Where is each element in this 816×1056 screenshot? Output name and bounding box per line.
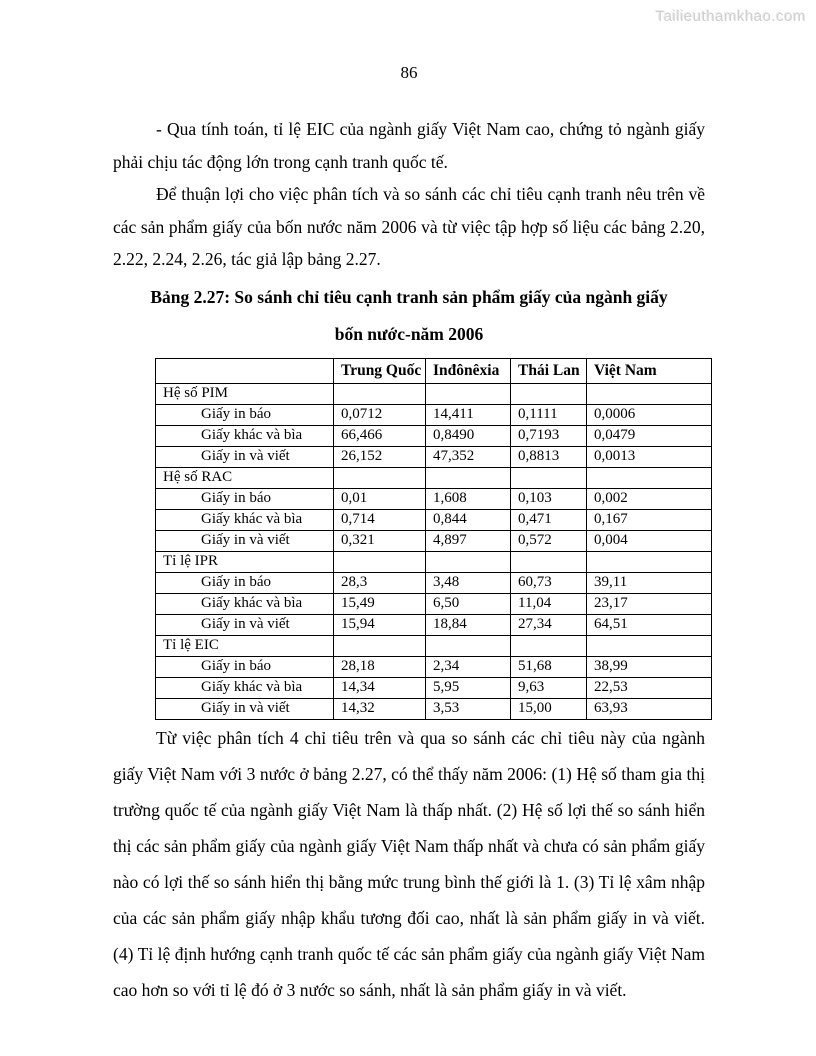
table-row xyxy=(156,383,712,404)
row-label: Giấy in báo xyxy=(156,488,334,509)
row-value: 0,7193 xyxy=(511,425,587,446)
row-value: 1,608 xyxy=(426,488,511,509)
row-value xyxy=(426,635,511,656)
row-label: Giấy khác và bìa xyxy=(156,425,334,446)
table-row xyxy=(156,656,712,677)
page-number: 86 xyxy=(400,63,418,82)
row-value: 3,48 xyxy=(426,572,511,593)
row-value: 0,103 xyxy=(511,488,587,509)
row-label: Giấy khác và bìa xyxy=(156,509,334,530)
row-value: 0,572 xyxy=(511,530,587,551)
row-value: 0,471 xyxy=(511,509,587,530)
row-value: 66,466 xyxy=(334,425,426,446)
table-row xyxy=(156,593,712,614)
table-row xyxy=(156,509,712,530)
row-label: Giấy khác và bìa xyxy=(156,593,334,614)
table-title-line1: Bảng 2.27: So sánh chỉ tiêu cạnh tranh sản phẩm giấy của ngành giấy xyxy=(150,286,668,307)
row-value: 47,352 xyxy=(426,446,511,467)
row-label: Tỉ lệ EIC xyxy=(156,635,334,656)
row-value xyxy=(334,467,426,488)
row-value: 6,50 xyxy=(426,593,511,614)
table-row xyxy=(156,677,712,698)
table-row xyxy=(156,404,712,425)
row-label: Hệ số RAC xyxy=(156,467,334,488)
row-value: 11,04 xyxy=(511,593,587,614)
table-row xyxy=(156,488,712,509)
row-value xyxy=(587,383,712,404)
row-label: Giấy in và viết xyxy=(156,614,334,635)
row-value xyxy=(511,635,587,656)
row-label: Hệ số PIM xyxy=(156,383,334,404)
row-value: 0,0006 xyxy=(587,404,712,425)
column-header-blank xyxy=(156,358,334,383)
row-value: 38,99 xyxy=(587,656,712,677)
row-value: 51,68 xyxy=(511,656,587,677)
row-value xyxy=(511,551,587,572)
column-header-thai-lan: Thái Lan xyxy=(511,358,587,383)
row-value: 0,004 xyxy=(587,530,712,551)
row-value: 0,0479 xyxy=(587,425,712,446)
row-value: 5,95 xyxy=(426,677,511,698)
row-label: Tỉ lệ IPR xyxy=(156,551,334,572)
table-header-row xyxy=(156,358,712,383)
column-header-trung-quoc: Trung Quốc xyxy=(334,358,426,383)
table-row xyxy=(156,635,712,656)
row-value xyxy=(511,383,587,404)
row-value: 14,411 xyxy=(426,404,511,425)
row-value: 0,0712 xyxy=(334,404,426,425)
row-value: 4,897 xyxy=(426,530,511,551)
table-row xyxy=(156,551,712,572)
row-value: 0,0013 xyxy=(587,446,712,467)
row-value: 15,49 xyxy=(334,593,426,614)
row-value: 0,8813 xyxy=(511,446,587,467)
row-value: 23,17 xyxy=(587,593,712,614)
table-row xyxy=(156,614,712,635)
row-value: 0,714 xyxy=(334,509,426,530)
table-row xyxy=(156,530,712,551)
column-header-viet-nam: Việt Nam xyxy=(587,358,712,383)
row-label: Giấy in và viết xyxy=(156,446,334,467)
row-value: 22,53 xyxy=(587,677,712,698)
row-value: 2,34 xyxy=(426,656,511,677)
table-row xyxy=(156,425,712,446)
row-value xyxy=(426,467,511,488)
table-row xyxy=(156,572,712,593)
paragraph-eic-note: - Qua tính toán, tỉ lệ EIC của ngành giấy Việt Nam cao, chứng tỏ ngành giấy phải chịu tác động lớn trong cạnh tranh quốc tế. xyxy=(113,119,705,172)
row-value xyxy=(587,635,712,656)
row-value: 0,1111 xyxy=(511,404,587,425)
table-row xyxy=(156,698,712,719)
row-value xyxy=(426,551,511,572)
row-value: 14,34 xyxy=(334,677,426,698)
row-value xyxy=(587,467,712,488)
table-row xyxy=(156,467,712,488)
row-value: 27,34 xyxy=(511,614,587,635)
paragraph-table-intro: Để thuận lợi cho việc phân tích và so sánh các chỉ tiêu cạnh tranh nêu trên về các sản phẩm giấy của bốn nước năm 2006 và từ việc tập hợp số liệu các bảng 2.20, 2.22, 2.24, 2.26, tác giả lập bảng 2.27. xyxy=(113,184,705,269)
row-value xyxy=(334,383,426,404)
row-value: 0,01 xyxy=(334,488,426,509)
row-value: 14,32 xyxy=(334,698,426,719)
row-value xyxy=(334,635,426,656)
row-value xyxy=(334,551,426,572)
row-value: 18,84 xyxy=(426,614,511,635)
row-label: Giấy in báo xyxy=(156,656,334,677)
comparison-table-body xyxy=(156,383,712,719)
row-value: 15,94 xyxy=(334,614,426,635)
row-value: 60,73 xyxy=(511,572,587,593)
table-title-line2: bốn nước-năm 2006 xyxy=(334,323,484,344)
row-label: Giấy in báo xyxy=(156,572,334,593)
row-value: 3,53 xyxy=(426,698,511,719)
row-value: 64,51 xyxy=(587,614,712,635)
row-value xyxy=(426,383,511,404)
row-label: Giấy khác và bìa xyxy=(156,677,334,698)
paragraph-analysis: Từ việc phân tích 4 chỉ tiêu trên và qua so sánh các chỉ tiêu này của ngành giấy Việt Nam với 3 nước ở bảng 2.27, có thể thấy năm 2006: (1) Hệ số tham gia thị trường quốc tế của ngành giấy Việt Nam là thấp nhất. (2) Hệ số lợi thế so sánh hiển thị các sản phẩm giấy của ngành giấy Việt Nam thấp nhất và chưa có sản phẩm giấy nào có lợi thế so sánh hiển thị bằng mức trung bình thế giới là 1. (3) Tỉ lệ xâm nhập của các sản phẩm giấy nhập khẩu tương đối cao, nhất là sản phẩm giấy in và viết. (4) Tỉ lệ định hướng cạnh tranh quốc tế các sản phẩm giấy của ngành giấy Việt Nam cao hơn so với tỉ lệ đó ở 3 nước so sánh, nhất là sản phẩm giấy in và viết. xyxy=(113,727,705,1000)
row-value: 26,152 xyxy=(334,446,426,467)
row-value: 9,63 xyxy=(511,677,587,698)
comparison-table xyxy=(155,358,712,720)
row-value: 28,3 xyxy=(334,572,426,593)
row-value: 15,00 xyxy=(511,698,587,719)
row-value: 28,18 xyxy=(334,656,426,677)
table-row xyxy=(156,446,712,467)
row-value: 0,844 xyxy=(426,509,511,530)
row-value: 0,167 xyxy=(587,509,712,530)
row-value: 0,002 xyxy=(587,488,712,509)
row-value xyxy=(587,551,712,572)
row-label: Giấy in và viết xyxy=(156,698,334,719)
row-label: Giấy in và viết xyxy=(156,530,334,551)
row-value: 63,93 xyxy=(587,698,712,719)
column-header-indonexia: Inđônêxia xyxy=(426,358,511,383)
row-value: 39,11 xyxy=(587,572,712,593)
row-value: 0,8490 xyxy=(426,425,511,446)
row-value: 0,321 xyxy=(334,530,426,551)
watermark: Tailieuthamkhao.com xyxy=(655,8,806,25)
row-label: Giấy in báo xyxy=(156,404,334,425)
row-value xyxy=(511,467,587,488)
document-page xyxy=(113,63,705,1008)
